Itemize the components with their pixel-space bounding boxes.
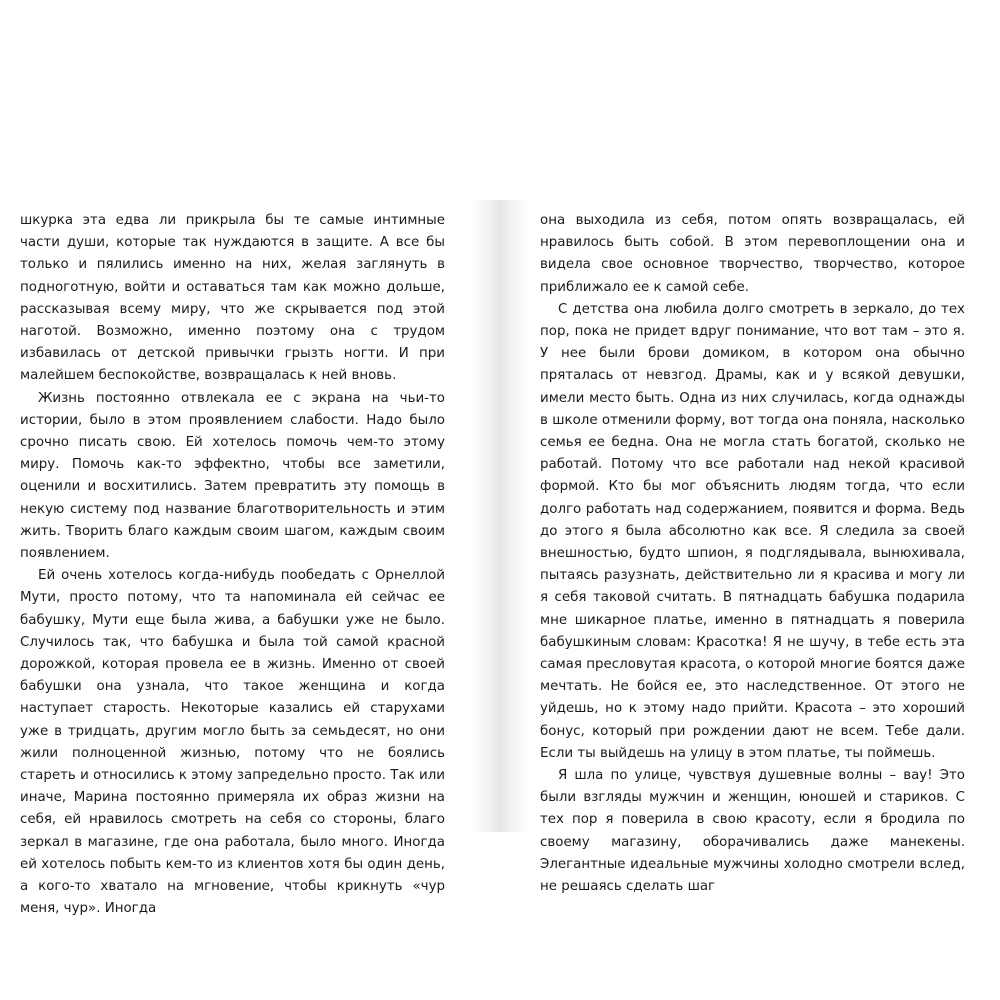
left-page — [20, 210, 445, 921]
paragraph: Я шла по улице, чувствуя душевные волны – вау! Это были взгляды мужчин и женщин, юношей и стариков. С тех пор я поверила в свою красоту, если я бродила по своему магазину, оборачивались даже манекены. Элегантные идеальные мужчины холодно смотрели вслед, не решаясь сделать шаг — [540, 768, 965, 895]
paragraph: она выходила из себя, потом опять возвращалась, ей нравилось быть собой. В этом перевоплощении она и видела свое основное творчество, творчество, которое приближало ее к самой себе. — [540, 213, 965, 295]
book-gutter — [470, 200, 530, 832]
right-page — [540, 210, 965, 898]
paragraph: С детства она любила долго смотреть в зеркало, до тех пор, пока не придет вдруг понимание, что вот там – это я. У нее были брови домиком, в котором она обычно пряталась от невзгод. Драмы, как и у всякой девушки, имели место быть. Одна из них случилась, когда однажды в школе отменили форму, вот тогда она поняла, насколько семья ее бедна. Она не могла стать богатой, сколько не работай. Потому что все работали над некой красивой формой. Кто бы мог объяснить людям тогда, что если долго работать над содержанием, появится и форма. Ведь до этого я была абсолютно как все. Я следила за своей внешностью, будто шпион, я подглядывала, вынюхивала, пытаясь разузнать, действительно ли я красива и могу ли я себя таковой считать. В пятнадцать бабушка подарила мне шикарное платье, именно в пятнадцать я поверила бабушкиным словам: Красотка! Я не шучу, в тебе есть эта самая пресловутая красота, о которой многие боятся даже мечтать. Не бойся ее, это наследственное. От этого не уйдешь, но к этому надо прийти. Красота – это хороший бонус, который при рождении дают не всем. Тебе дали. Если ты выйдешь на улицу в этом платье, ты поймешь. — [540, 301, 965, 761]
paragraph: Ей очень хотелось когда-нибудь пообедать с Орнеллой Мути, просто потому, что та напоминала ей сейчас ее бабушку, Мути еще была жива, а бабушки уже не было. Случилось так, что бабушка и была той самой красной дорожкой, которая провела ее в жизнь. Именно от своей бабушки она узнала, что такое женщина и когда наступает старость. Некоторые казались ей старухами уже в тридцать, другим могло быть за семьдесят, но они жили полноценной жизнью, потому что не боялись стареть и относились к этому запредельно просто. Так или иначе, Марина постоянно примеряла их образ жизни на себя, ей нравилось смотреть на себя со стороны, благо зеркал в магазине, где она работала, было много. Иногда ей хотелось побыть кем-то из клиентов хотя бы один день, а кого-то хватало на мгновение, чтобы крикнуть «чур меня, чур». Иногда — [20, 568, 445, 917]
paragraph: Жизнь постоянно отвлекала ее с экрана на чьи-то истории, было в этом проявлением слабости. Надо было срочно писать свою. Ей хотелось помочь чем-то этому миру. Помочь как-то эффектно, чтобы все заметили, оценили и восхитились. Затем превратить эту помощь в некую систему под название благотворительность и этим жить. Творить благо каждым своим шагом, каждым своим появлением. — [20, 390, 445, 562]
paragraph: шкурка эта едва ли прикрыла бы те самые интимные части души, которые так нуждаются в защите. А все бы только и пялились именно на них, желая заглянуть в подноготную, войти и оставаться там как можно дольше, рассказывая всему миру, что же скрывается под этой наготой. Возможно, именно поэтому она с трудом избавилась от детской привычки грызть ногти. И при малейшем беспокойстве, возвращалась к ней вновь. — [20, 213, 445, 384]
